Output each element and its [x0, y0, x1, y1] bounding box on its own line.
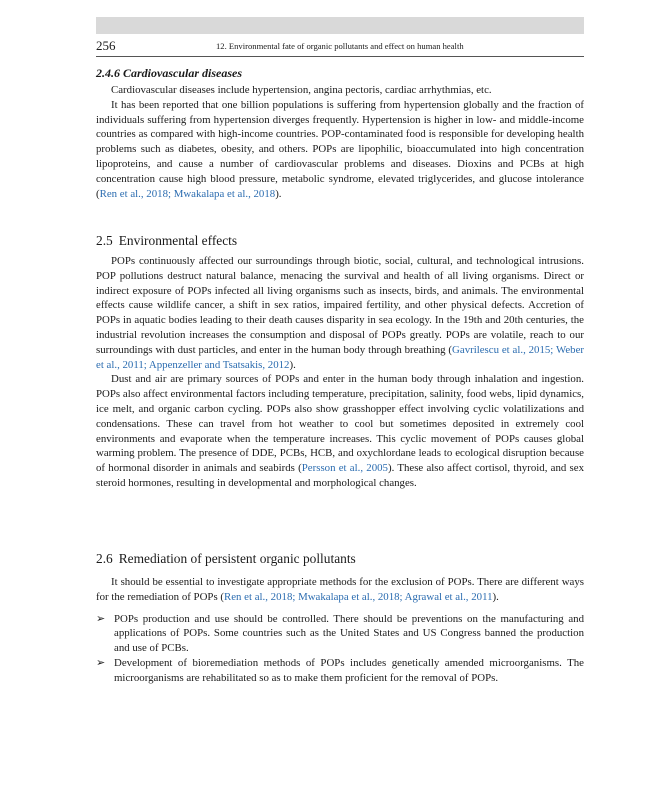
page-number: 256 [96, 38, 116, 53]
header-rule [96, 56, 584, 57]
bullet-item [96, 612, 584, 656]
chapter-title: 12. Environmental fate of organic pollutants and effect on human health [216, 41, 464, 51]
arrow-bullet-icon: ➢ [96, 656, 106, 669]
section-number: 2.6 [96, 551, 113, 566]
subsection-number: 2.4.6 [96, 66, 120, 80]
bullet-text: POPs production and use should be controlled. There should be preventions on the manufacturing and applications of POPs. Some countries such as the United States and US Congress banned the production and use of PCBs. [114, 612, 584, 655]
paragraph-text: It should be essential to investigate appropriate methods for the exclusion of POPs. There are different ways for the remediation of POPs ( [96, 576, 584, 603]
paragraph-text: ). [289, 358, 296, 371]
paragraph [96, 575, 584, 605]
remediation-bullet-list [96, 612, 584, 686]
citation-link[interactable]: Gavrilescu et al., 2015; Weber et al., 2011; Appenzeller and Tsatsakis, 2012 [96, 343, 584, 371]
citation-link[interactable]: Persson et al., 2005 [301, 462, 388, 475]
environmental-effects-body [96, 254, 584, 491]
section-heading-environmental-effects [96, 233, 237, 249]
cardiovascular-body [96, 83, 584, 201]
arrow-bullet-icon: ➢ [96, 612, 106, 625]
paragraph-text: It has been reported that one billion populations is suffering from hypertension globally and the fraction of individuals suffering from hypertension diverges frequently. Hypertension is higher in low- and middle-income countries as compared with high-income countries. POP-contaminated food is responsible for developing health problems such as diabetes, obesity, and others. POPs are lipophilic, bioaccumulated into high concentration lipoproteins, and cause a number of cardiovascular problems and diseases. Dioxins and PCBs at high concentration cause high blood pressure, metabolic syndrome, elevated triglycerides, and glucose intolerance ( [96, 98, 584, 200]
section-heading-remediation [96, 551, 356, 567]
paragraph-text: Dust and air are primary sources of POPs and enter in the human body through inhalation and ingestion. POPs also affect environmental factors including temperature, precipitation, salinity, food webs, lipid dynamics, ice melt, and organic carbon cycling. POPs also show grasshopper effect involving cyclic volatilizations and condensations. These can travel from hot weather to cool but sometimes deposited in extremely cool environments and evaporate when the temperature increases. This cyclic movement of POPs causes global warming problem. The presence of DDE, PCBs, HCB, and oxychlordane leads to ecological disruption because of hormonal disorder in animals and seabirds ( [96, 373, 584, 475]
subsection-heading-cardiovascular [96, 66, 242, 81]
section-number: 2.5 [96, 233, 113, 248]
citation-link[interactable]: Ren et al., 2018; Mwakalapa et al., 2018; Agrawal et al., 2011 [224, 590, 493, 603]
bullet-item [96, 656, 584, 686]
section-title: Remediation of persistent organic pollutants [118, 551, 356, 566]
subsection-title: Cardiovascular diseases [123, 66, 243, 80]
running-head [96, 40, 584, 54]
paragraph [96, 83, 584, 98]
paragraph [96, 372, 584, 490]
bullet-text: Development of bioremediation methods of POPs includes genetically amended microorganisms. The microorganisms are rehabilitated so as to make them proficient for the removal of POPs. [114, 656, 584, 684]
citation-link[interactable]: Ren et al., 2018; Mwakalapa et al., 2018 [99, 187, 276, 200]
paragraph [96, 98, 584, 202]
header-bar [96, 17, 584, 34]
paragraph-text: ). These also affect cortisol, thyroid, and sex steroid hormones, resulting in developmental and morphological changes. [96, 462, 584, 489]
remediation-body [96, 575, 584, 686]
paragraph-text: Cardiovascular diseases include hypertension, angina pectoris, cardiac arrhythmias, etc. [111, 84, 492, 96]
paragraph [96, 254, 584, 372]
section-title: Environmental effects [118, 233, 238, 248]
paragraph-text: ). [492, 590, 499, 603]
paragraph-text: POPs continuously affected our surroundings through biotic, social, cultural, and technological intrusions. POP pollutions destruct natural balance, menacing the survival and health of all living organisms. Direct or indirect exposure of POPs infected all living organisms such as insects, birds, and animals. The environmental effects cause wildlife cancer, a shift in sex ratios, impaired fertility, and other physical defects. Accretion of POPs in aquatic bodies leading to their death causes disparity in sea ecology. In the 19th and 20th centuries, the industrial revolution increases the consumption and disposal of POPs greatly. POPs are volatile, reach to our surroundings with dust particles, and enter in the human body through breathing ( [96, 255, 584, 356]
paragraph-text: ). [275, 187, 282, 200]
